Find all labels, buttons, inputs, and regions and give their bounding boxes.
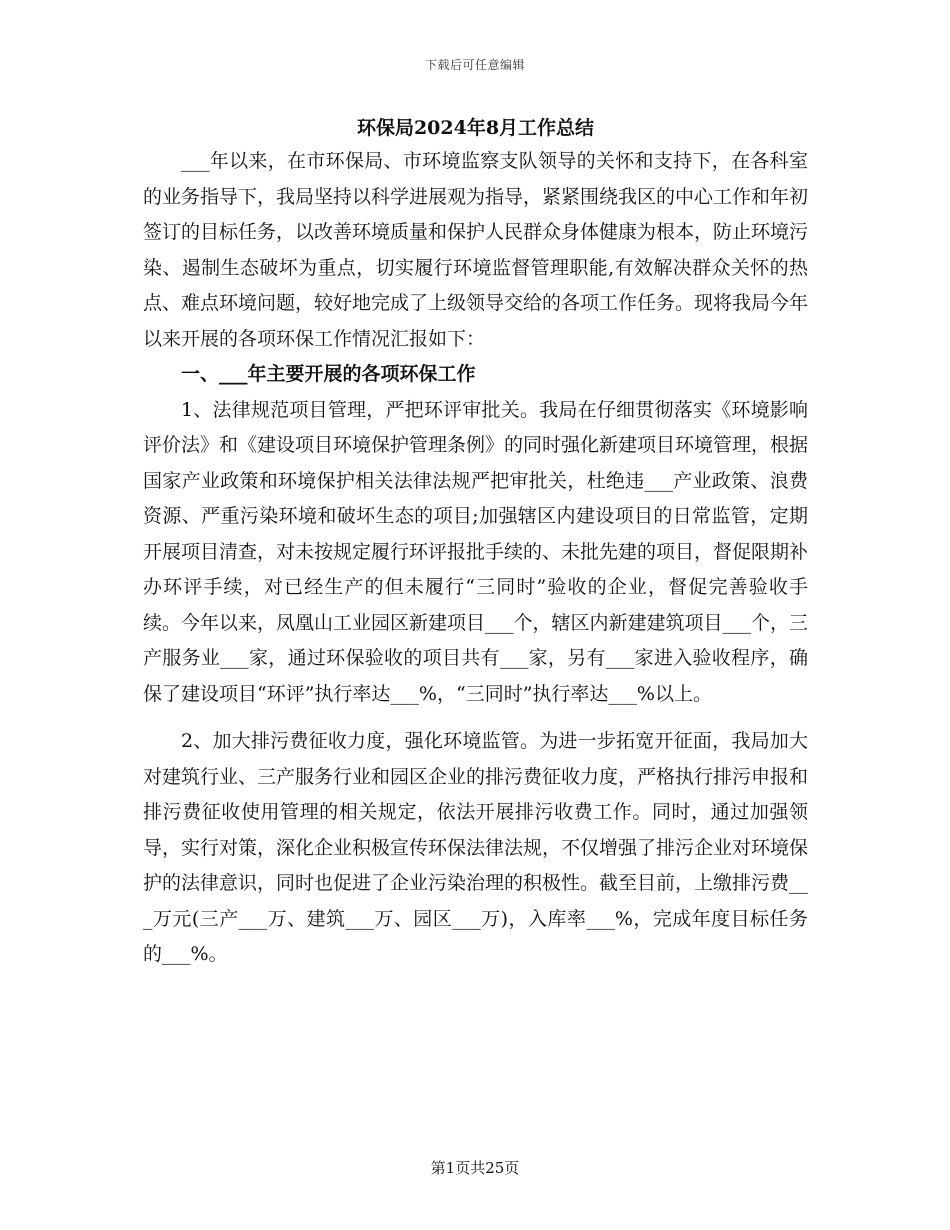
paragraph-gap [143, 712, 808, 724]
document-body [143, 112, 808, 973]
intro-paragraph: ___年以来，在市环保局、市环境监察支队领导的关怀和支持下，在各科室的业务指导下，我局坚持以科学进展观为指导，紧紧围绕我区的中心工作和年初签订的目标任务，以改善环境质量和保护人民群众身体健康为根本，防止环境污染、遏制生态破坏为重点，切实履行环境监督管理职能,有效解决群众关怀的热点、难点环境问题，较好地完成了上级领导交给的各项工作任务。现将我局今年以来开展的各项环保工作情况汇报如下： [143, 150, 809, 350]
item-2-paragraph: 2、加大排污费征收力度，强化环境监管。为进一步拓宽开征面，我局加大对建筑行业、三产服务行业和园区企业的排污费征收力度，严格执行排污申报和排污费征收使用管理的相关规定，依法开展排污收费工作。同时，通过加强领导，实行对策，深化企业积极宣传环保法律法规，不仅增强了排污企业对环境保护的法律意识，同时也促进了企业污染治理的积极性。截至目前，上缴排污费___万元(三产___万、建筑___万、园区___万)，入库率___%，完成年度目标任务的___%。 [143, 730, 809, 965]
document-title: 环保局2024年8月工作总结 [356, 117, 595, 139]
page-header-note: 下载后可任意编辑 [424, 58, 525, 72]
item-1-paragraph: 1、法律规范项目管理，严把环评审批关。我局在仔细贯彻落实《环境影响评价法》和《建设项目环境保护管理条例》的同时强化新建项目环境管理，根据国家产业政策和环境保护相关法律法规严把审批关，杜绝违___产业政策、浪费资源、严重污染环境和破坏生态的项目;加强辖区内建设项目的日常监管，定期开展项目清查，对未按规定履行环评报批手续的、未批先建的项目，督促限期补办环评手续，对已经生产的但未履行“三同时”验收的企业，督促完善验收手续。今年以来，凤凰山工业园区新建项目___个，辖区内新建建筑项目___个，三产服务业___家，通过环保验收的项目共有___家，另有___家进入验收程序，确保了建设项目“环评”执行率达___%，“三同时”执行率达___%以上。 [143, 398, 809, 705]
section-heading-1: 一、___年主要开展的各项环保工作 [181, 363, 476, 385]
page-footer: 第1页共25页 [430, 1159, 520, 1177]
